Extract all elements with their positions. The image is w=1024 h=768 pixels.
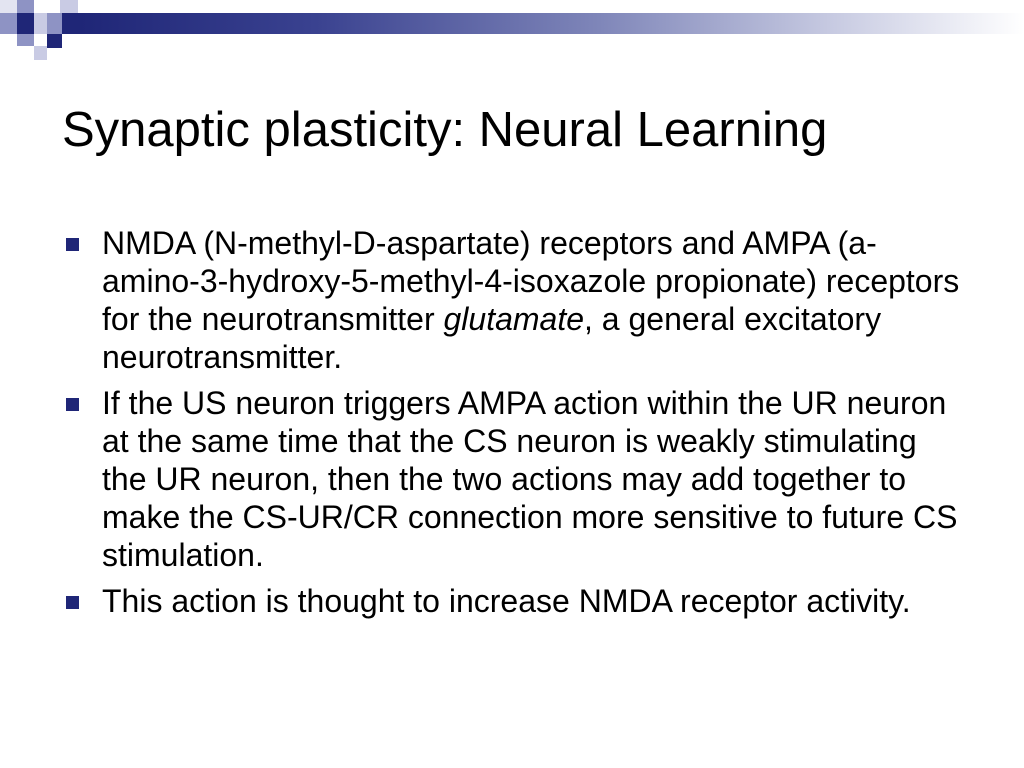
bullet-emphasis: glutamate: [443, 301, 585, 337]
bullet-text: This action is thought to increase NMDA receptor activity.: [102, 583, 911, 619]
header-gradient-bar: [80, 13, 1024, 34]
decor-square: [17, 34, 34, 46]
decor-square: [34, 46, 47, 60]
decor-square: [60, 0, 78, 13]
bullet-item-nmda-activity: [62, 582, 962, 620]
square-bullet-icon: [66, 398, 79, 411]
bullet-text: NMDA (N-methyl-D-aspartate) receptors and AMPA (a-amino-3-hydroxy-5-methyl-4-isoxazole propionate) receptors for the neurotransmitter: [102, 225, 960, 337]
decor-square: [62, 13, 80, 34]
square-bullet-icon: [66, 238, 79, 251]
decor-square: [0, 0, 17, 13]
decor-square: [17, 0, 34, 13]
square-bullet-icon: [66, 596, 79, 609]
bullet-item-us-neuron: [62, 384, 962, 574]
decor-square: [34, 13, 47, 34]
decor-square: [47, 34, 62, 48]
header-decoration: [0, 0, 1024, 60]
decor-square: [17, 13, 34, 34]
bullet-item-receptors: [62, 224, 962, 376]
bullet-list: [62, 224, 962, 628]
bullet-text: , a general excitatory neurotransmitter.: [102, 301, 882, 375]
decor-square: [47, 13, 62, 34]
bullet-text: If the US neuron triggers AMPA action within the UR neuron at the same time that the CS neuron is weakly stimulating the UR neuron, then the two actions may add together to make the CS-UR/CR connection more sensitive to future CS stimulation.: [102, 385, 958, 573]
decor-square: [0, 13, 17, 34]
slide-title: Synaptic plasticity: Neural Learning: [62, 103, 828, 157]
